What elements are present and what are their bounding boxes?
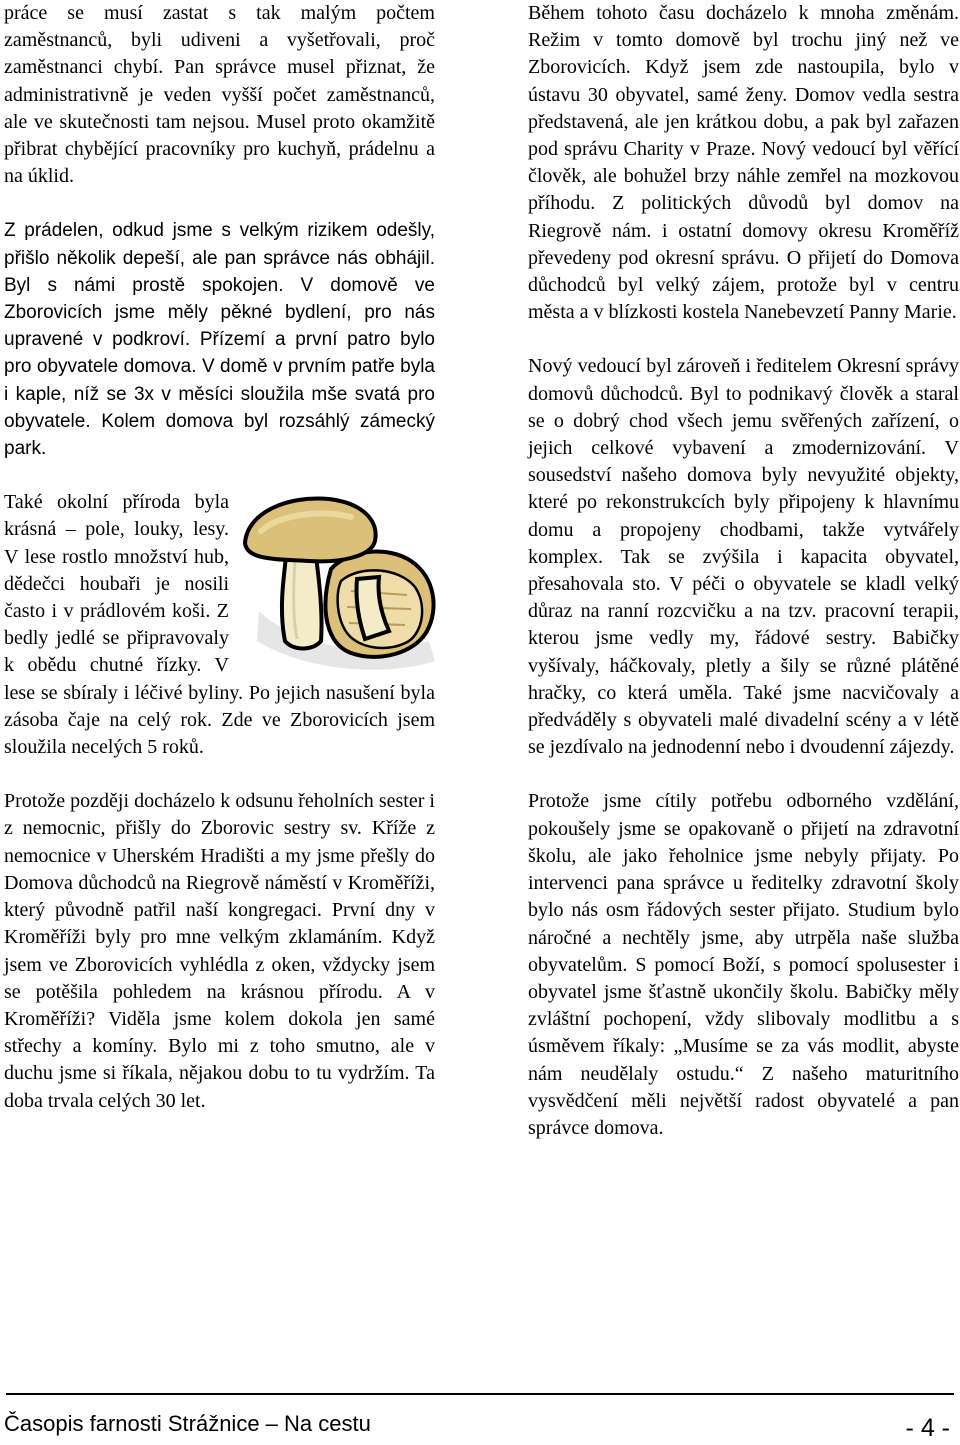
paragraph-gap [4, 761, 435, 788]
mushroom-icon [239, 491, 439, 676]
mushroom-stem-front [282, 549, 322, 649]
paragraph-gap [4, 190, 435, 217]
footer-divider [6, 1393, 954, 1395]
paragraph: Z prádelen, odkud jsme s velkým rizikem odešly, přišlo několik depeší, ale pan správce nás obhájil. Byl s námi prostě spokojen. V domově ve Zborovicích jsme měly pěkné bydlení, pro nás upravené v podkroví. Přízemí a první patro bylo pro obyvatele domova. V domě v prvním patře byla i kaple, níž se 3x v měsíci sloužila mše svatá pro obyvatele. Kolem domova byl rozsáhlý zámecký park. [4, 220, 435, 460]
paragraph: Během tohoto času docházelo k mnoha změnám. Režim v tomto domově byl trochu jiný než ve Zborovicích. Když jsem zde nastoupila, bylo v ústavu 30 obyvatel, samé ženy. Domov vedla sestra představená, ale jen krátkou dobu, a pak byl zařazen pod správu Charity v Praze. Nový vedoucí byl věřící člověk, ale bohužel brzy náhle zemřel na mozkovou příhodu. Z politických důvodů byl domov na Riegrově nám. i ostatní domovy okresu Kroměříž převedeny pod okresní správu. O přijetí do Domova důchodců byl velký zájem, protože byl v centru města a v blízkosti kostela Nanebevzetí Panny Marie. [528, 2, 959, 324]
paragraph-gap [4, 462, 435, 489]
right-column [528, 0, 959, 1142]
paragraph: práce se musí zastat s tak malým počtem zaměstnanců, byli udiveni a vyšetřovali, proč zaměstnanci chybí. Pan správce musel přiznat, že administrativně je veden vyšší počet zaměstnanců, ale ve skutečnosti tam nejsou. Musel proto okamžitě přibrat chybějící pracovníky pro kuchyň, prádelnu a na úklid. [4, 2, 435, 188]
paragraph: Protože jsme cítily potřebu odborného vzdělání, pokoušely jsme se opakovaně o přijetí na zdravotní školu, ale jako řeholnice jsme nebyly přijaty. Po intervenci pana správce u ředitelky zdravotní školy bylo nás osm řádových sester přijato. Studium bylo náročné a nechtěly jsme, aby utrpěla naše služba obyvatelům. S pomocí Boží, s pomocí spolusester i obyvatel jsme šťastně ukončily školu. Babičky měly zvláštní pochopení, vždy slibovaly modlitbu a s úsměvem říkaly: „Musíme se za vás modlit, abyste nám neudělaly ostudu.“ Z našeho maturitního vysvědčení měli největší radost obyvatelé a pan správce domova. [528, 790, 959, 1139]
paragraph: Také okolní příroda byla krásná – pole, louky, lesy. V lese rostlo množství hub, dědečci houbaři je nosili často i v prádlovém koši. Z bedly jedlé se připravovaly k obědu chutné řízky. V lese se sbíraly i léčivé byliny. Po jejich nasušení byla zásoba čaje na celý rok. Zde ve Zborovicích jsem sloužila necelých 5 roků. [4, 491, 435, 759]
page-number: - 4 - [905, 1414, 950, 1442]
paragraph-gap [528, 326, 959, 353]
footer-title: Časopis farnosti Strážnice – Na cestu [4, 1411, 371, 1436]
paragraph: Protože později docházelo k odsunu řeholních sester i z nemocnic, přišly do Zborovic sestry sv. Kříže z nemocnice v Uherském Hradišti a my jsme přešly do Domova důchodců na Riegrově náměstí v Kroměříži, který původně patřil naší kongregaci. První dny v Kroměříži byly pro mne velkým zklamáním. Když jsem ve Zborovicích vyhlédla z oken, vždycky jsem se potěšila pohledem na krásnou přírodu. A v Kroměříži? Viděla jsme kolem dokola jen samé střechy a komíny. Bylo mi z toho smutno, ale v duchu jsme si říkala, nějakou dobu to tu vydržím. Ta doba trvala celých 30 let. [4, 790, 435, 1112]
left-column [4, 0, 435, 1115]
paragraph-gap [528, 761, 959, 788]
paragraph: Nový vedoucí byl zároveň i ředitelem Okresní správy domovů důchodců. Byl to podnikavý člověk a staral se o dobrý chod všech jemu svěřených zařízení, o jejich celkové vybavení a zmodernizování. V sousedství našeho domova byly nevyužité objekty, které po rekonstrukcích byly připojeny k hlavnímu domu a propojeny chodbami, takže vytvářely komplex. Tak se zvýšila i kapacita obyvatel, přesahovala sto. V péči o obyvatele se kladl velký důraz na ranní rozcvičku a na tzv. pracovní terapii, kterou jsme vedly my, řádové sestry. Babičky vyšívaly, háčkovaly, pletly a šily se různé plátěné hračky, co která uměla. Také jsme nacvičovaly a předváděly s obyvateli malé divadelní scény a v létě se jezdívalo na jednodenní nebo i dvoudenní zájezdy. [528, 355, 959, 759]
